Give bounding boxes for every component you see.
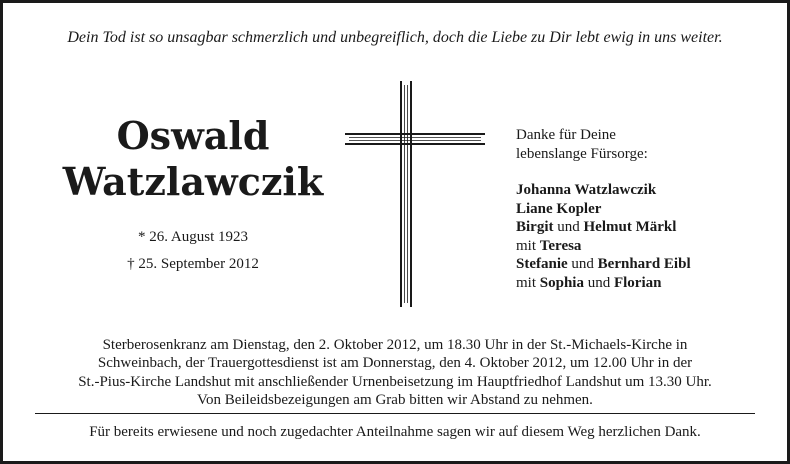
deceased-last-name: Watzlawczik <box>62 159 324 204</box>
family-member <box>516 218 776 237</box>
family-name: Helmut Märkl <box>583 219 677 236</box>
death-date: † 25. September 2012 <box>127 256 259 272</box>
service-line: St.-Pius-Kirche Landshut mit anschließender Urnenbeisetzung im Hauptfriedhof Landshut um 13.30 Uhr. <box>78 373 712 390</box>
motto-quote: Dein Tod ist so unsagbar schmerzlich und unbegreiflich, doch die Liebe zu Dir lebt ewig in uns weiter. <box>67 29 723 46</box>
connector: und <box>583 274 614 291</box>
family-name: Teresa <box>539 237 582 254</box>
family-list <box>516 181 776 293</box>
connector: und <box>553 219 584 236</box>
thanks-and-family <box>516 126 776 293</box>
family-name: Johanna Watzlawczik <box>516 182 657 198</box>
family-member <box>516 237 776 256</box>
family-member <box>516 200 776 219</box>
family-name: Florian <box>613 274 662 291</box>
cross-icon <box>345 81 485 307</box>
divider <box>35 413 755 414</box>
thanks-line: Danke für Deine <box>516 127 616 143</box>
connector: mit <box>516 274 540 291</box>
family-member <box>516 181 776 200</box>
service-line: Von Beileidsbezeigungen am Grab bitten wir Abstand zu nehmen. <box>197 392 593 409</box>
connector: mit <box>516 237 540 254</box>
family-name: Bernhard Eibl <box>597 256 691 273</box>
family-name: Liane Kopler <box>516 200 602 217</box>
closing-thanks: Für bereits erwiesene und noch zugedachter Anteilnahme sagen wir auf diesem Weg herzlichen Dank. <box>89 424 701 440</box>
service-details <box>23 336 767 410</box>
family-name: Stefanie <box>516 256 568 273</box>
thanks-text <box>516 126 776 164</box>
service-line: Sterberosenkranz am Dienstag, den 2. Oktober 2012, um 18.30 Uhr in der St.-Michaels-Kirche in <box>102 337 688 353</box>
thanks-line: lebenslange Fürsorge: <box>516 146 648 162</box>
deceased-first-name: Oswald <box>116 113 270 158</box>
family-member <box>516 255 776 274</box>
family-member <box>516 274 776 293</box>
family-name: Birgit <box>516 219 554 236</box>
family-name: Sophia <box>539 274 584 291</box>
service-line: Schweinbach, der Trauergottesdienst ist am Donnerstag, den 4. Oktober 2012, um 12.00 Uhr in der <box>97 355 693 372</box>
birth-date: * 26. August 1923 <box>137 229 248 245</box>
connector: und <box>567 256 598 273</box>
